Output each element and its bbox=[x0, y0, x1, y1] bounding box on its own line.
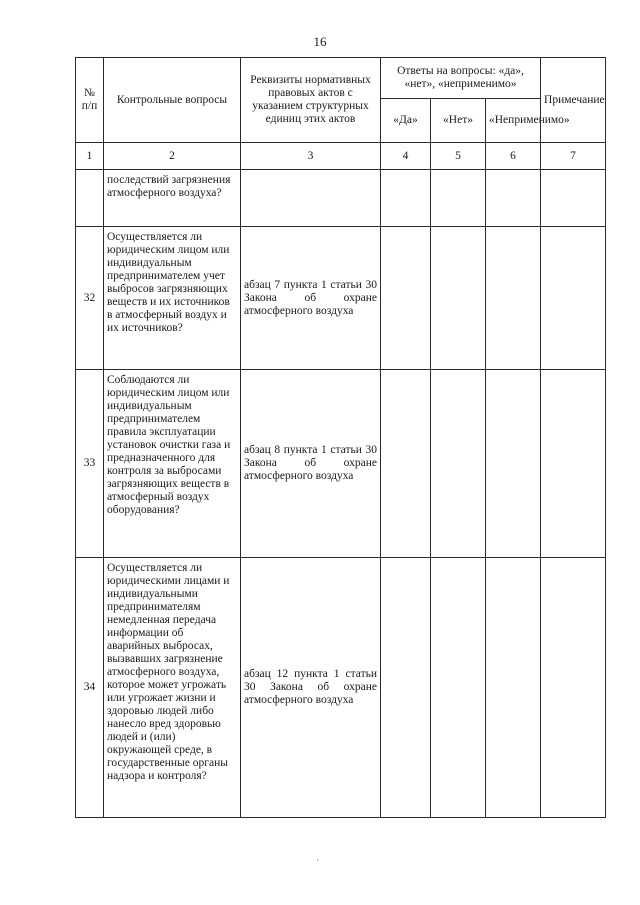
answer-yes-cell[interactable] bbox=[381, 227, 431, 370]
header-na: «Неприменимо» bbox=[486, 99, 541, 143]
column-index: 3 bbox=[241, 143, 381, 170]
header-requisites: Реквизиты нормативных правовых актов с указанием структурных единиц этих актов bbox=[241, 58, 381, 143]
row-number: 33 bbox=[76, 370, 104, 558]
column-index: 1 bbox=[76, 143, 104, 170]
header-note: Примечание bbox=[541, 58, 606, 143]
row-number: 34 bbox=[76, 558, 104, 818]
checklist-table bbox=[75, 57, 606, 818]
note-cell[interactable] bbox=[541, 370, 606, 558]
row-number: 32 bbox=[76, 227, 104, 370]
answer-na-cell[interactable] bbox=[486, 170, 541, 227]
row-number bbox=[76, 170, 104, 227]
column-index: 7 bbox=[541, 143, 606, 170]
column-index: 2 bbox=[104, 143, 241, 170]
control-question: Осуществляется ли юридическими лицами и индивидуальными предпринимателям немедленная передача информации об аварийных выбросах, вызвавших загрязнение атмосферного воздуха, которое может угрожать или угрожает жизни и здоровью людей либо нанесло вред здоровью людей и (или) окружающей среде, в государственные органы надзора и контроля? bbox=[104, 558, 241, 818]
answer-yes-cell[interactable] bbox=[381, 558, 431, 818]
note-cell[interactable] bbox=[541, 558, 606, 818]
legal-requisite: абзац 8 пункта 1 статьи 30 Закона об охране атмосферного воздуха bbox=[241, 370, 381, 558]
answer-na-cell[interactable] bbox=[486, 370, 541, 558]
header-questions: Контрольные вопросы bbox=[104, 58, 241, 143]
column-index: 5 bbox=[431, 143, 486, 170]
table-row bbox=[76, 227, 606, 370]
answer-no-cell[interactable] bbox=[431, 227, 486, 370]
answer-no-cell[interactable] bbox=[431, 170, 486, 227]
header-yes: «Да» bbox=[381, 99, 431, 143]
page-number: 16 bbox=[313, 34, 327, 49]
table-row bbox=[76, 558, 606, 818]
answer-no-cell[interactable] bbox=[431, 558, 486, 818]
legal-requisite: абзац 7 пункта 1 статьи 30 Закона об охране атмосферного воздуха bbox=[241, 227, 381, 370]
note-cell[interactable] bbox=[541, 227, 606, 370]
answer-yes-cell[interactable] bbox=[381, 170, 431, 227]
column-index: 6 bbox=[486, 143, 541, 170]
control-question: последствий загрязнения атмосферного воздуха? bbox=[104, 170, 241, 227]
table-row bbox=[76, 370, 606, 558]
note-cell[interactable] bbox=[541, 170, 606, 227]
legal-requisite: абзац 12 пункта 1 статьи 30 Закона об охране атмосферного воздуха bbox=[241, 558, 381, 818]
legal-requisite bbox=[241, 170, 381, 227]
answer-no-cell[interactable] bbox=[431, 370, 486, 558]
header-num: № п/п bbox=[76, 58, 104, 143]
column-index: 4 bbox=[381, 143, 431, 170]
answer-yes-cell[interactable] bbox=[381, 370, 431, 558]
answer-na-cell[interactable] bbox=[486, 227, 541, 370]
control-question: Соблюдаются ли юридическим лицом или индивидуальным предпринимателем правила эксплуатации установок очистки газа и предназначенного для контроля за выбросами загрязняющих веществ в атмосферный воздух оборудования? bbox=[104, 370, 241, 558]
header-answers-group: Ответы на вопросы: «да», «нет», «неприменимо» bbox=[381, 58, 541, 99]
control-question: Осуществляется ли юридическим лицом или индивидуальным предпринимателем учет выбросов загрязняющих веществ и их источников в атмосферный воздух и их источников? bbox=[104, 227, 241, 370]
header-no: «Нет» bbox=[431, 99, 486, 143]
scan-dot: · bbox=[316, 855, 319, 865]
table-row bbox=[76, 170, 606, 227]
answer-na-cell[interactable] bbox=[486, 558, 541, 818]
